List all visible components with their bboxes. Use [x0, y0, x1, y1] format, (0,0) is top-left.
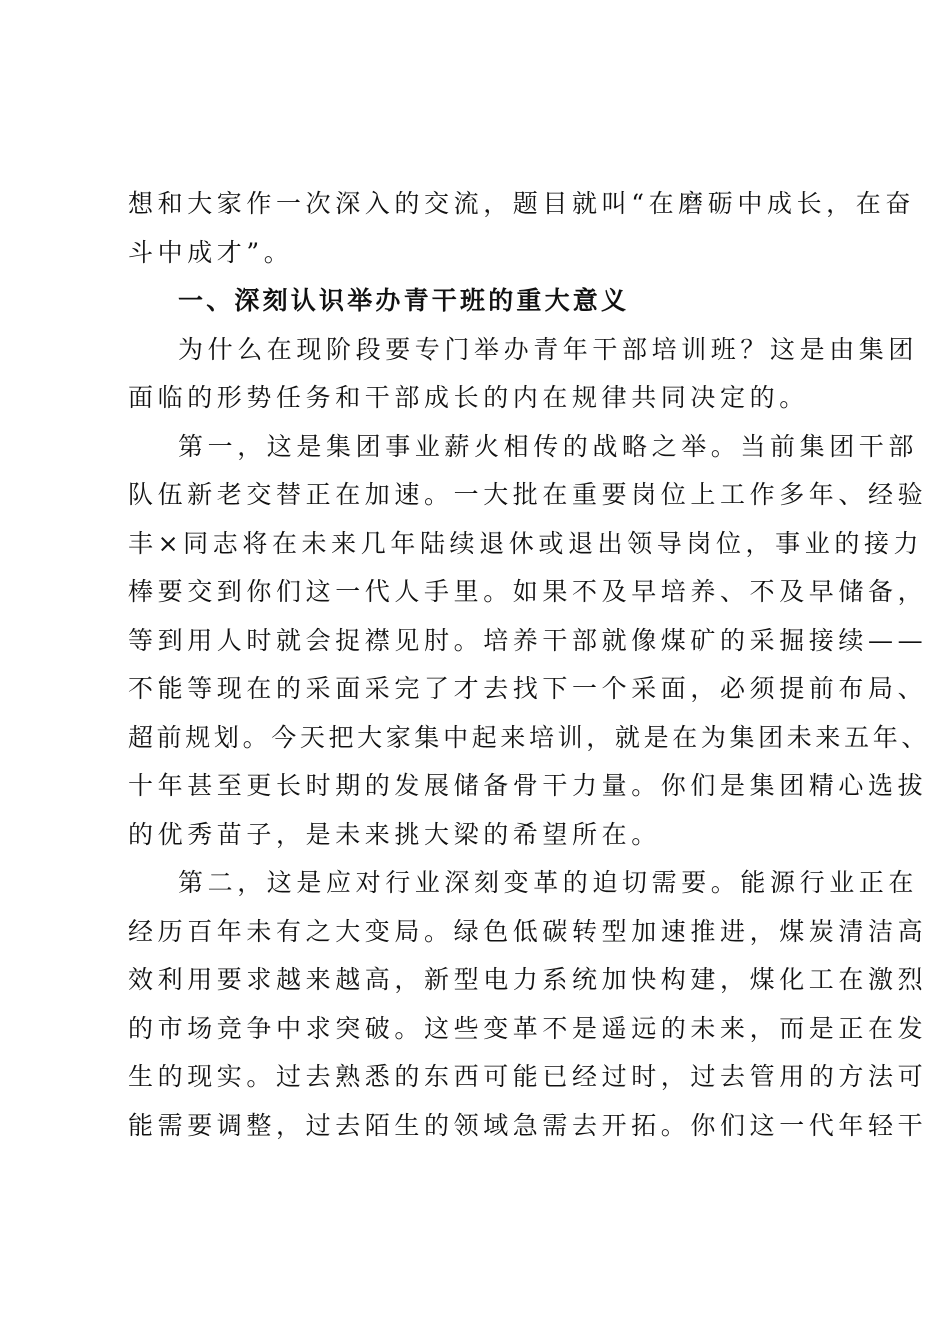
body-line: 十年甚至更长时期的发展储备骨干力量。你们是集团精心选拔	[128, 771, 928, 800]
body-line: 丰×同志将在未来几年陆续退休或退出领导岗位，事业的接力	[128, 528, 924, 558]
body-line: 棒要交到你们这一代人手里。如果不及早培养、不及早储备，	[128, 577, 928, 606]
body-line: 第一，这是集团事业薪火相传的战略之举。当前集团干部	[178, 431, 919, 461]
body-line: 的优秀苗子，是未来挑大梁的希望所在。	[128, 819, 661, 849]
body-line: 的市场竞争中求突破。这些变革不是遥远的未来，而是正在发	[128, 1013, 928, 1043]
body-line: 为什么在现阶段要专门举办青年干部培训班？这是由集团	[178, 334, 919, 364]
body-line: 经历百年未有之大变局。绿色低碳转型加速推进，煤炭清洁高	[128, 916, 928, 946]
body-line: 等到用人时就会捉襟见肘。培养干部就像煤矿的采掘接续——	[128, 625, 928, 655]
document-body	[128, 180, 930, 1150]
body-line: 超前规划。今天把大家集中起来培训，就是在为集团未来五年、	[128, 722, 930, 752]
body-line: 面临的形势任务和干部成长的内在规律共同决定的。	[128, 383, 809, 412]
body-line: 能需要调整，过去陌生的领域急需去开拓。你们这一代年轻干	[128, 1110, 928, 1140]
body-line: 队伍新老交替正在加速。一大批在重要岗位上工作多年、经验	[128, 480, 928, 509]
body-line: 斗中成才”。	[128, 237, 294, 267]
body-line: 生的现实。过去熟悉的东西可能已经过时，过去管用的方法可	[128, 1062, 928, 1091]
body-line: 效利用要求越来越高，新型电力系统加快构建，煤化工在激烈	[128, 965, 928, 994]
section-heading: 一、深刻认识举办青干班的重大意义	[178, 286, 630, 315]
body-line: 想和大家作一次深入的交流，题目就叫“在磨砺中成长，在奋	[128, 189, 915, 218]
body-line: 第二，这是应对行业深刻变革的迫切需要。能源行业正在	[178, 868, 919, 897]
body-line: 不能等现在的采面采完了才去找下一个采面，必须提前布局、	[128, 674, 928, 703]
